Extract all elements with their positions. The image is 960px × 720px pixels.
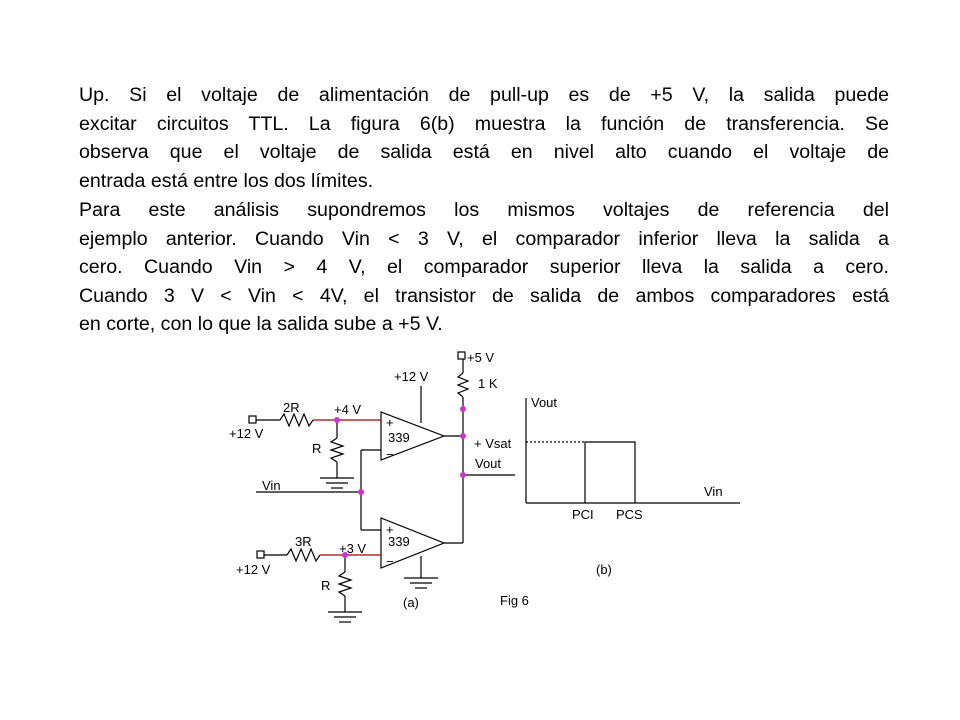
label-resistor-r-lower: R xyxy=(321,578,331,593)
plot-x-axis-label: Vin xyxy=(704,484,723,499)
plot-y-axis-label: Vout xyxy=(531,395,558,410)
label-ref-4v: +4 V xyxy=(334,402,362,417)
label-ref-3v: +3 V xyxy=(339,541,367,556)
paragraph-analysis-line-4: Cuando 3 V < Vin < 4V, el transistor de salida de ambos comparadores está xyxy=(79,284,889,307)
resistor-r-upper xyxy=(331,438,343,462)
label-pci: PCI xyxy=(572,507,594,522)
transfer-pulse xyxy=(585,442,635,503)
resistor-r-lower xyxy=(339,572,351,596)
paragraph-intro-line-2: excitar circuitos TTL. La figura 6(b) muestra la función de transferencia. Se xyxy=(79,112,889,135)
label-pullup-resistor: 1 K xyxy=(478,376,498,391)
paragraph-intro-line-4: entrada está entre los dos límites. xyxy=(79,169,374,192)
paragraph-analysis-line-3: cero. Cuando Vin > 4 V, el comparador superior lleva la salida a cero. xyxy=(79,256,889,279)
label-resistor-3r: 3R xyxy=(295,534,312,549)
caption-a: (a) xyxy=(403,595,419,610)
paragraph-intro-line-1: Up. Si el voltaje de alimentación de pull-up es de +5 V, la salida puede xyxy=(79,84,889,106)
caption-b: (b) xyxy=(596,562,612,577)
label-supply-12v-lower: +12 V xyxy=(236,562,271,577)
supply-terminal-lower xyxy=(257,551,264,558)
label-comparator-upper: 339 xyxy=(388,430,410,445)
label-comparator-lower: 339 xyxy=(388,534,410,549)
resistor-2r xyxy=(280,414,313,426)
pullup-resistor xyxy=(458,373,468,397)
label-pcs: PCS xyxy=(616,507,643,522)
label-vsat: + Vsat xyxy=(474,436,512,451)
sign-plus-lower: + xyxy=(386,522,394,537)
sign-minus-upper: − xyxy=(386,447,394,462)
label-resistor-r-upper: R xyxy=(312,441,322,456)
label-resistor-2r: 2R xyxy=(283,400,300,415)
supply-terminal-upper xyxy=(249,416,256,423)
label-supply-12v-comparator: +12 V xyxy=(394,369,429,384)
paragraph-analysis-line-1: Para este análisis supondremos los mismos voltajes de referencia del xyxy=(79,199,889,221)
figure-caption: Fig 6 xyxy=(500,593,529,608)
label-supply-5v: +5 V xyxy=(467,350,495,365)
paragraph-intro-line-3: observa que el voltaje de salida está en nivel alto cuando el voltaje de xyxy=(79,141,889,164)
resistor-3r xyxy=(287,549,320,561)
circuit-diagram xyxy=(249,352,515,622)
sign-minus-lower: − xyxy=(386,554,394,569)
paragraph-analysis-line-2: ejemplo anterior. Cuando Vin < 3 V, el comparador inferior lleva la salida a xyxy=(79,227,889,250)
label-vout-output: Vout xyxy=(475,456,502,471)
sign-plus-upper: + xyxy=(386,415,394,430)
paragraph-analysis-line-5: en corte, con lo que la salida sube a +5 V. xyxy=(79,313,443,336)
label-supply-12v-upper: +12 V xyxy=(229,426,264,441)
label-vin-input: Vin xyxy=(262,478,281,493)
supply-terminal-5v xyxy=(458,352,465,359)
